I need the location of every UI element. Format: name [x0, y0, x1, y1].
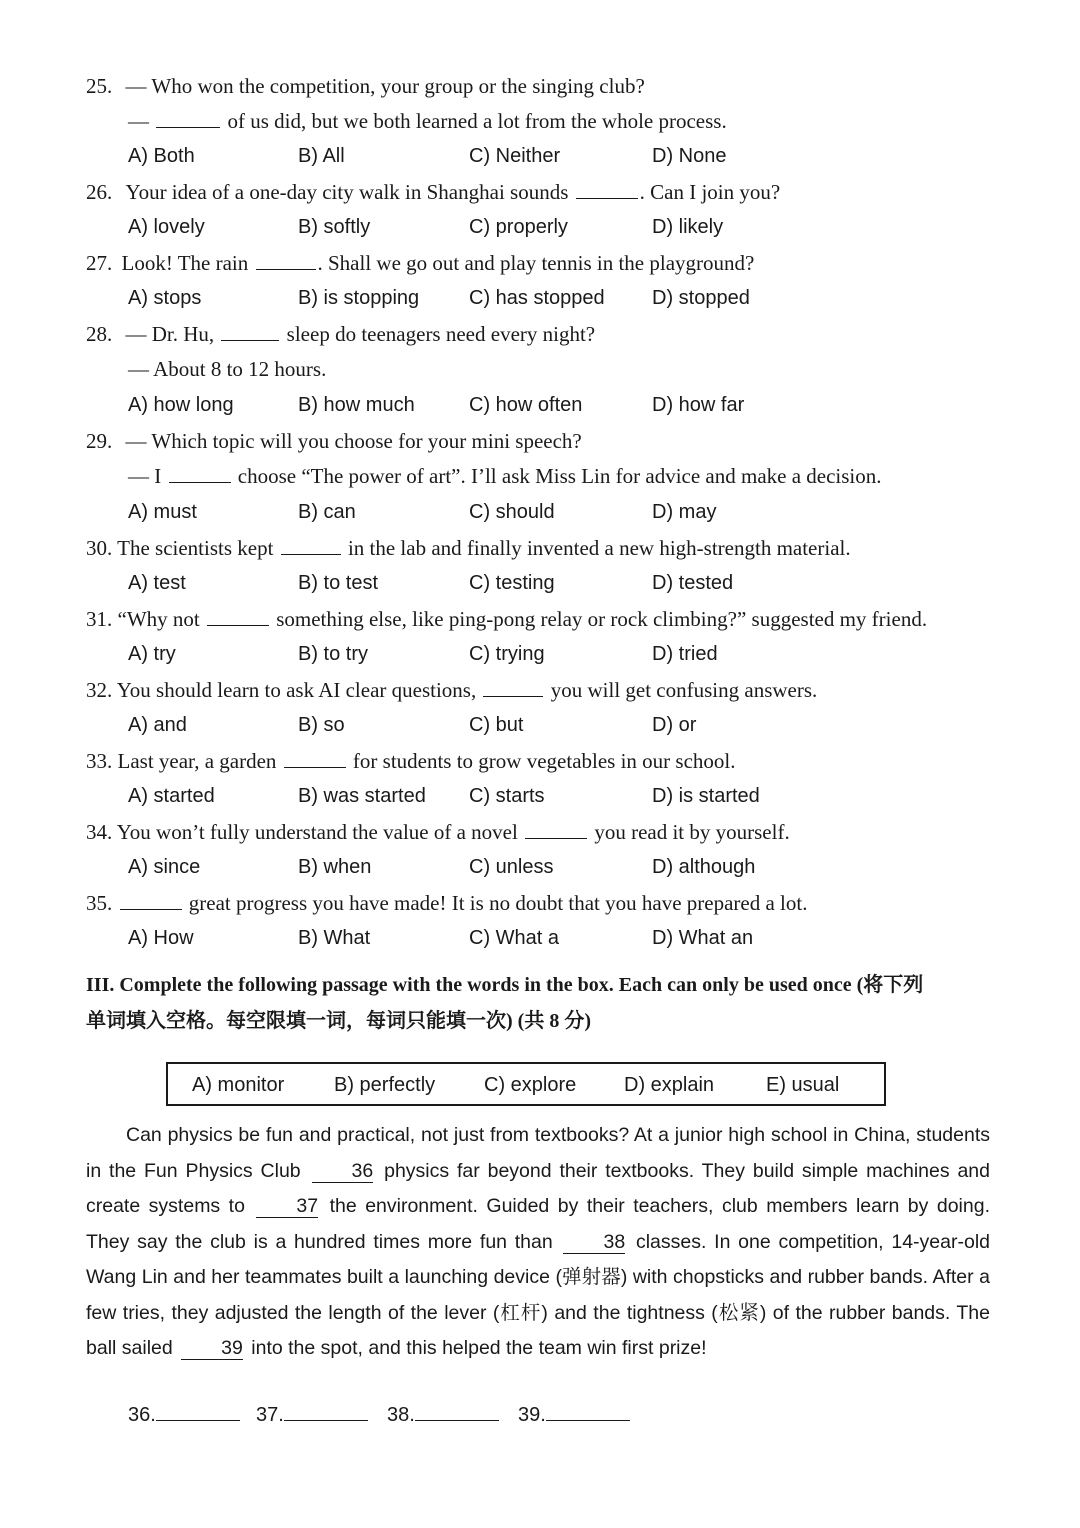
option-a[interactable]: A) since: [128, 856, 201, 878]
option-b[interactable]: B) What: [298, 927, 371, 949]
answer-blank[interactable]: [576, 178, 638, 199]
question-29-stem-line2: — I choose “The power of art”. I’ll ask Miss Lin for advice and make a decision.: [128, 464, 882, 488]
option-b[interactable]: B) can: [298, 501, 356, 523]
answer-38: 38.: [387, 1398, 499, 1429]
option-c[interactable]: C) trying: [469, 643, 545, 665]
option-b[interactable]: B) so: [298, 714, 345, 736]
section-title-line2: 单词填入空格。每空限填一词，每词只能填一次) (共 8 分): [86, 1010, 591, 1032]
question-25-stem-line1: 25. — Who won the competition, your group or the singing club?: [86, 74, 645, 98]
answer-38-input[interactable]: [415, 1398, 499, 1421]
question-number: 25.: [86, 74, 113, 98]
question-29-stem-line1: 29. — Which topic will you choose for your mini speech?: [86, 429, 582, 453]
passage-blank-38: 38: [563, 1231, 625, 1254]
question-number: 30.: [86, 536, 113, 560]
option-d[interactable]: D) stopped: [652, 287, 750, 309]
question-number: 29.: [86, 429, 113, 453]
answer-blank[interactable]: [281, 534, 341, 555]
word-option-d: D) explain: [624, 1074, 715, 1096]
question-number: 35.: [86, 891, 113, 915]
option-b[interactable]: B) softly: [298, 216, 371, 238]
word-option-c: C) explore: [484, 1074, 577, 1096]
answer-blank[interactable]: [525, 818, 587, 839]
question-number: 32.: [86, 678, 113, 702]
answer-blank[interactable]: [256, 249, 316, 270]
word-option-b: B) perfectly: [334, 1074, 436, 1096]
option-d[interactable]: D) tried: [652, 643, 718, 665]
option-c[interactable]: C) should: [469, 501, 555, 523]
option-a[interactable]: A) Both: [128, 145, 195, 167]
question-31-stem: 31. “Why not something else, like ping-pong relay or rock climbing?” suggested my friend.: [86, 607, 928, 631]
option-b[interactable]: B) was started: [298, 785, 426, 807]
question-26-stem: 26. Your idea of a one-day city walk in Shanghai sounds . Can I join you?: [86, 180, 781, 204]
option-c[interactable]: C) What a: [469, 927, 560, 949]
option-d[interactable]: D) likely: [652, 216, 724, 238]
option-a[interactable]: A) started: [128, 785, 215, 807]
option-b[interactable]: B) All: [298, 145, 345, 167]
option-d[interactable]: D) is started: [652, 785, 760, 807]
question-33-stem: 33. Last year, a garden for students to grow vegetables in our school.: [86, 749, 736, 773]
option-d[interactable]: D) What an: [652, 927, 754, 949]
passage-blank-39: 39: [181, 1337, 243, 1360]
option-b[interactable]: B) when: [298, 856, 372, 878]
answer-39: 39.: [518, 1398, 630, 1429]
question-35-stem: 35. great progress you have made! It is no doubt that you have prepared a lot.: [86, 891, 808, 915]
option-d[interactable]: D) may: [652, 501, 717, 523]
word-option-a: A) monitor: [192, 1074, 285, 1096]
answer-36: 36.: [128, 1398, 240, 1429]
option-a[interactable]: A) how long: [128, 394, 234, 416]
word-box: [166, 1062, 886, 1106]
answer-37: 37.: [256, 1398, 368, 1429]
option-c[interactable]: C) but: [469, 714, 524, 736]
answer-blank[interactable]: [483, 676, 543, 697]
option-b[interactable]: B) is stopping: [298, 287, 420, 309]
passage-blank-37: 37: [256, 1195, 318, 1218]
answer-39-input[interactable]: [546, 1398, 630, 1421]
question-30-stem: 30. The scientists kept in the lab and finally invented a new high-strength material.: [86, 536, 851, 560]
option-d[interactable]: D) None: [652, 145, 727, 167]
option-a[interactable]: A) lovely: [128, 216, 205, 238]
answer-blank[interactable]: [207, 605, 269, 626]
option-a[interactable]: A) must: [128, 501, 197, 523]
option-c[interactable]: C) Neither: [469, 145, 561, 167]
option-b[interactable]: B) to test: [298, 572, 379, 594]
reading-passage: Can physics be fun and practical, not just from textbooks? At a junior high school in China, students in the Fun Physics Club 36 physics far beyond their textbooks. They build simple machines and create systems to 37 the environment. Guided by their teachers, club members learn by doing. They say the club is a hundred times more fun than 38 classes. In one competition, 14-year-old Wang Lin and her teammates built a launching device (弹射器) with chopsticks and rubber bands. After a few tries, they adjusted the length of the lever (杠杆) and the tightness (松紧) of the rubber bands. The ball sailed 39 into the spot, and this helped the team win first prize!: [86, 1124, 990, 1359]
word-option-e: E) usual: [766, 1074, 840, 1096]
question-28-stem-line2: — About 8 to 12 hours.: [128, 357, 327, 381]
answer-blank[interactable]: [221, 320, 279, 341]
question-number: 28.: [86, 322, 113, 346]
question-28-stem-line1: 28. — Dr. Hu, sleep do teenagers need every night?: [86, 322, 596, 346]
option-a[interactable]: A) How: [128, 927, 194, 949]
option-c[interactable]: C) unless: [469, 856, 554, 878]
option-a[interactable]: A) and: [128, 714, 187, 736]
option-c[interactable]: C) properly: [469, 216, 568, 238]
question-number: 26.: [86, 180, 113, 204]
option-c[interactable]: C) how often: [469, 394, 583, 416]
question-number: 27.: [86, 251, 113, 275]
question-32-stem: 32. You should learn to ask AI clear questions, you will get confusing answers.: [86, 678, 818, 702]
answer-blank[interactable]: [156, 107, 220, 128]
option-a[interactable]: A) try: [128, 643, 176, 665]
answer-37-input[interactable]: [284, 1398, 368, 1421]
question-number: 31.: [86, 607, 113, 631]
question-34-stem: 34. You won’t fully understand the value of a novel you read it by yourself.: [86, 820, 790, 844]
answer-36-input[interactable]: [156, 1398, 240, 1421]
option-d[interactable]: D) or: [652, 714, 697, 736]
option-c[interactable]: C) testing: [469, 572, 555, 594]
question-number: 33.: [86, 749, 113, 773]
question-27-stem: 27. Look! The rain . Shall we go out and play tennis in the playground?: [86, 251, 755, 275]
answer-blank[interactable]: [120, 889, 182, 910]
option-d[interactable]: D) how far: [652, 394, 745, 416]
question-number: 34.: [86, 820, 113, 844]
section-title-line1: III. Complete the following passage with the words in the box. Each can only be used once (将下列: [86, 974, 924, 996]
option-c[interactable]: C) starts: [469, 785, 545, 807]
answer-blank[interactable]: [284, 747, 346, 768]
option-a[interactable]: A) stops: [128, 287, 202, 309]
option-c[interactable]: C) has stopped: [469, 287, 605, 309]
passage-blank-36: 36: [312, 1160, 374, 1183]
answer-blank[interactable]: [169, 462, 231, 483]
option-a[interactable]: A) test: [128, 572, 186, 594]
option-d[interactable]: D) tested: [652, 572, 734, 594]
question-25-stem-line2: — of us did, but we both learned a lot from the whole process.: [128, 109, 727, 133]
option-d[interactable]: D) although: [652, 856, 756, 878]
option-b[interactable]: B) to try: [298, 643, 369, 665]
option-b[interactable]: B) how much: [298, 394, 415, 416]
